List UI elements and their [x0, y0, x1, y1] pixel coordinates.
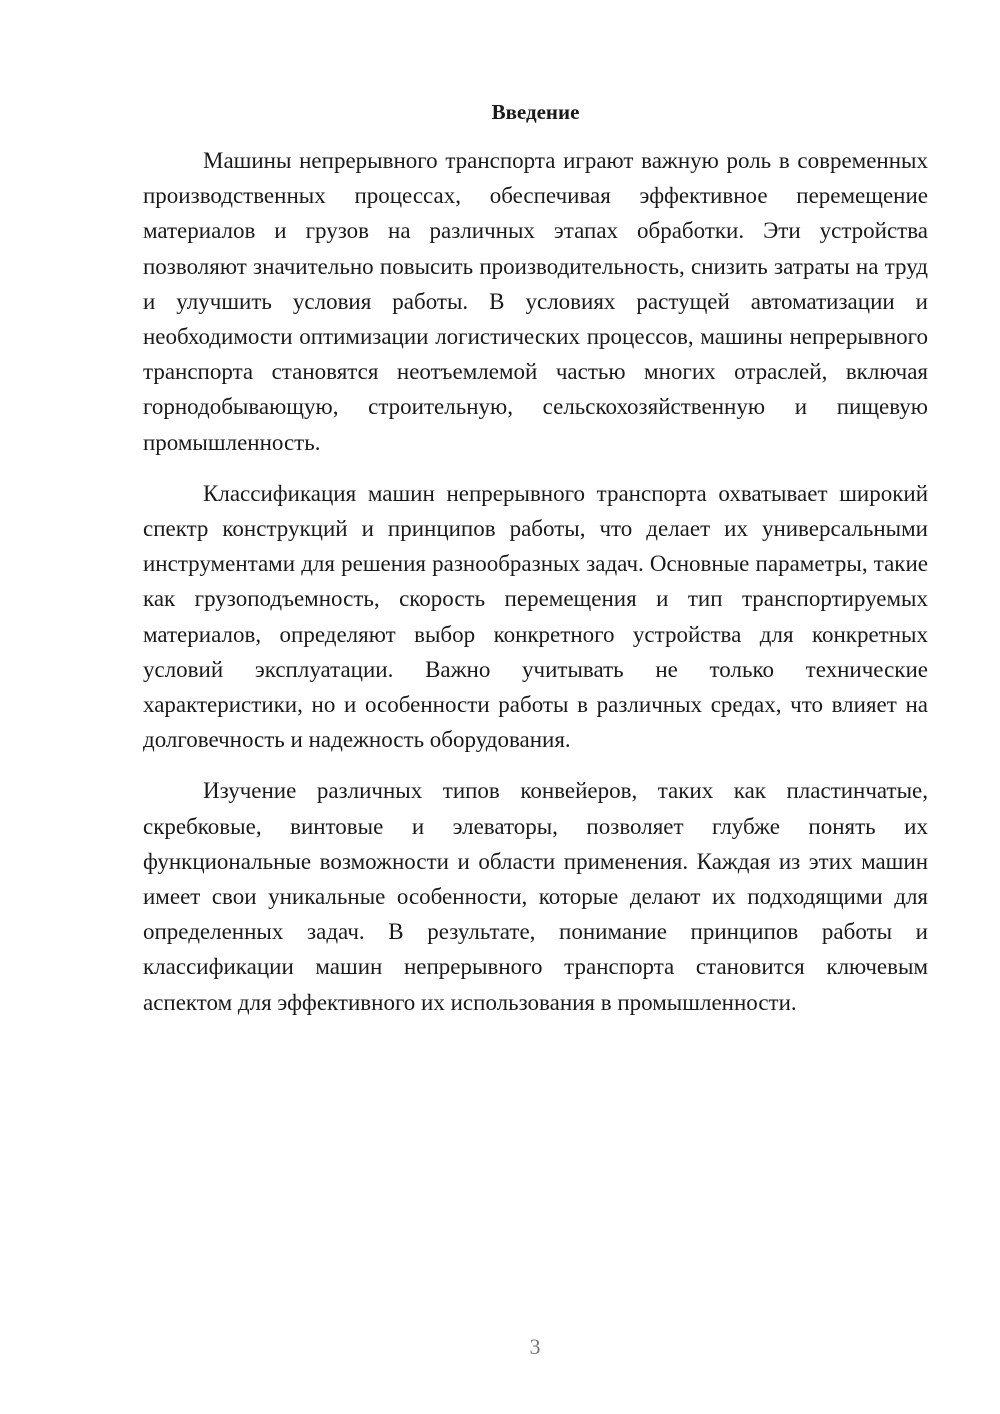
- page-number: 3: [529, 1334, 541, 1359]
- body-text: [143, 143, 928, 1020]
- paragraph: Классификация машин непрерывного транспорта охватывает широкий спектр конструкций и принципов работы, что делает их универсальными инструментами для решения разнообразных задач. Основные параметры, такие как грузоподъемность, скорость перемещения и тип транспортируемых материалов, определяют выбор конкретного устройства для конкретных условий эксплуатации. Важно учитывать не только технические характеристики, но и особенности работы в различных средах, что влияет на долговечность и надежность оборудования.: [143, 480, 928, 753]
- section-heading: Введение: [491, 100, 580, 124]
- paragraph: Изучение различных типов конвейеров, таких как пластинчатые, скребковые, винтовые и элеваторы, позволяет глубже понять их функциональные возможности и области применения. Каждая из этих машин имеет свои уникальные особенности, которые делают их подходящими для определенных задач. В результате, понимание принципов работы и классификации машин непрерывного транспорта становится ключевым аспектом для эффективного их использования в промышленности.: [143, 778, 928, 1015]
- paragraph: Машины непрерывного транспорта играют важную роль в современных производственных процессах, обеспечивая эффективное перемещение материалов и грузов на различных этапах обработки. Эти устройства позволяют значительно повысить производительность, снизить затраты на труд и улучшить условия работы. В условиях растущей автоматизации и необходимости оптимизации логистических процессов, машины непрерывного транспорта становятся неотъемлемой частью многих отраслей, включая горнодобывающую, строительную, сельскохозяйственную и пищевую промышленность.: [143, 148, 928, 455]
